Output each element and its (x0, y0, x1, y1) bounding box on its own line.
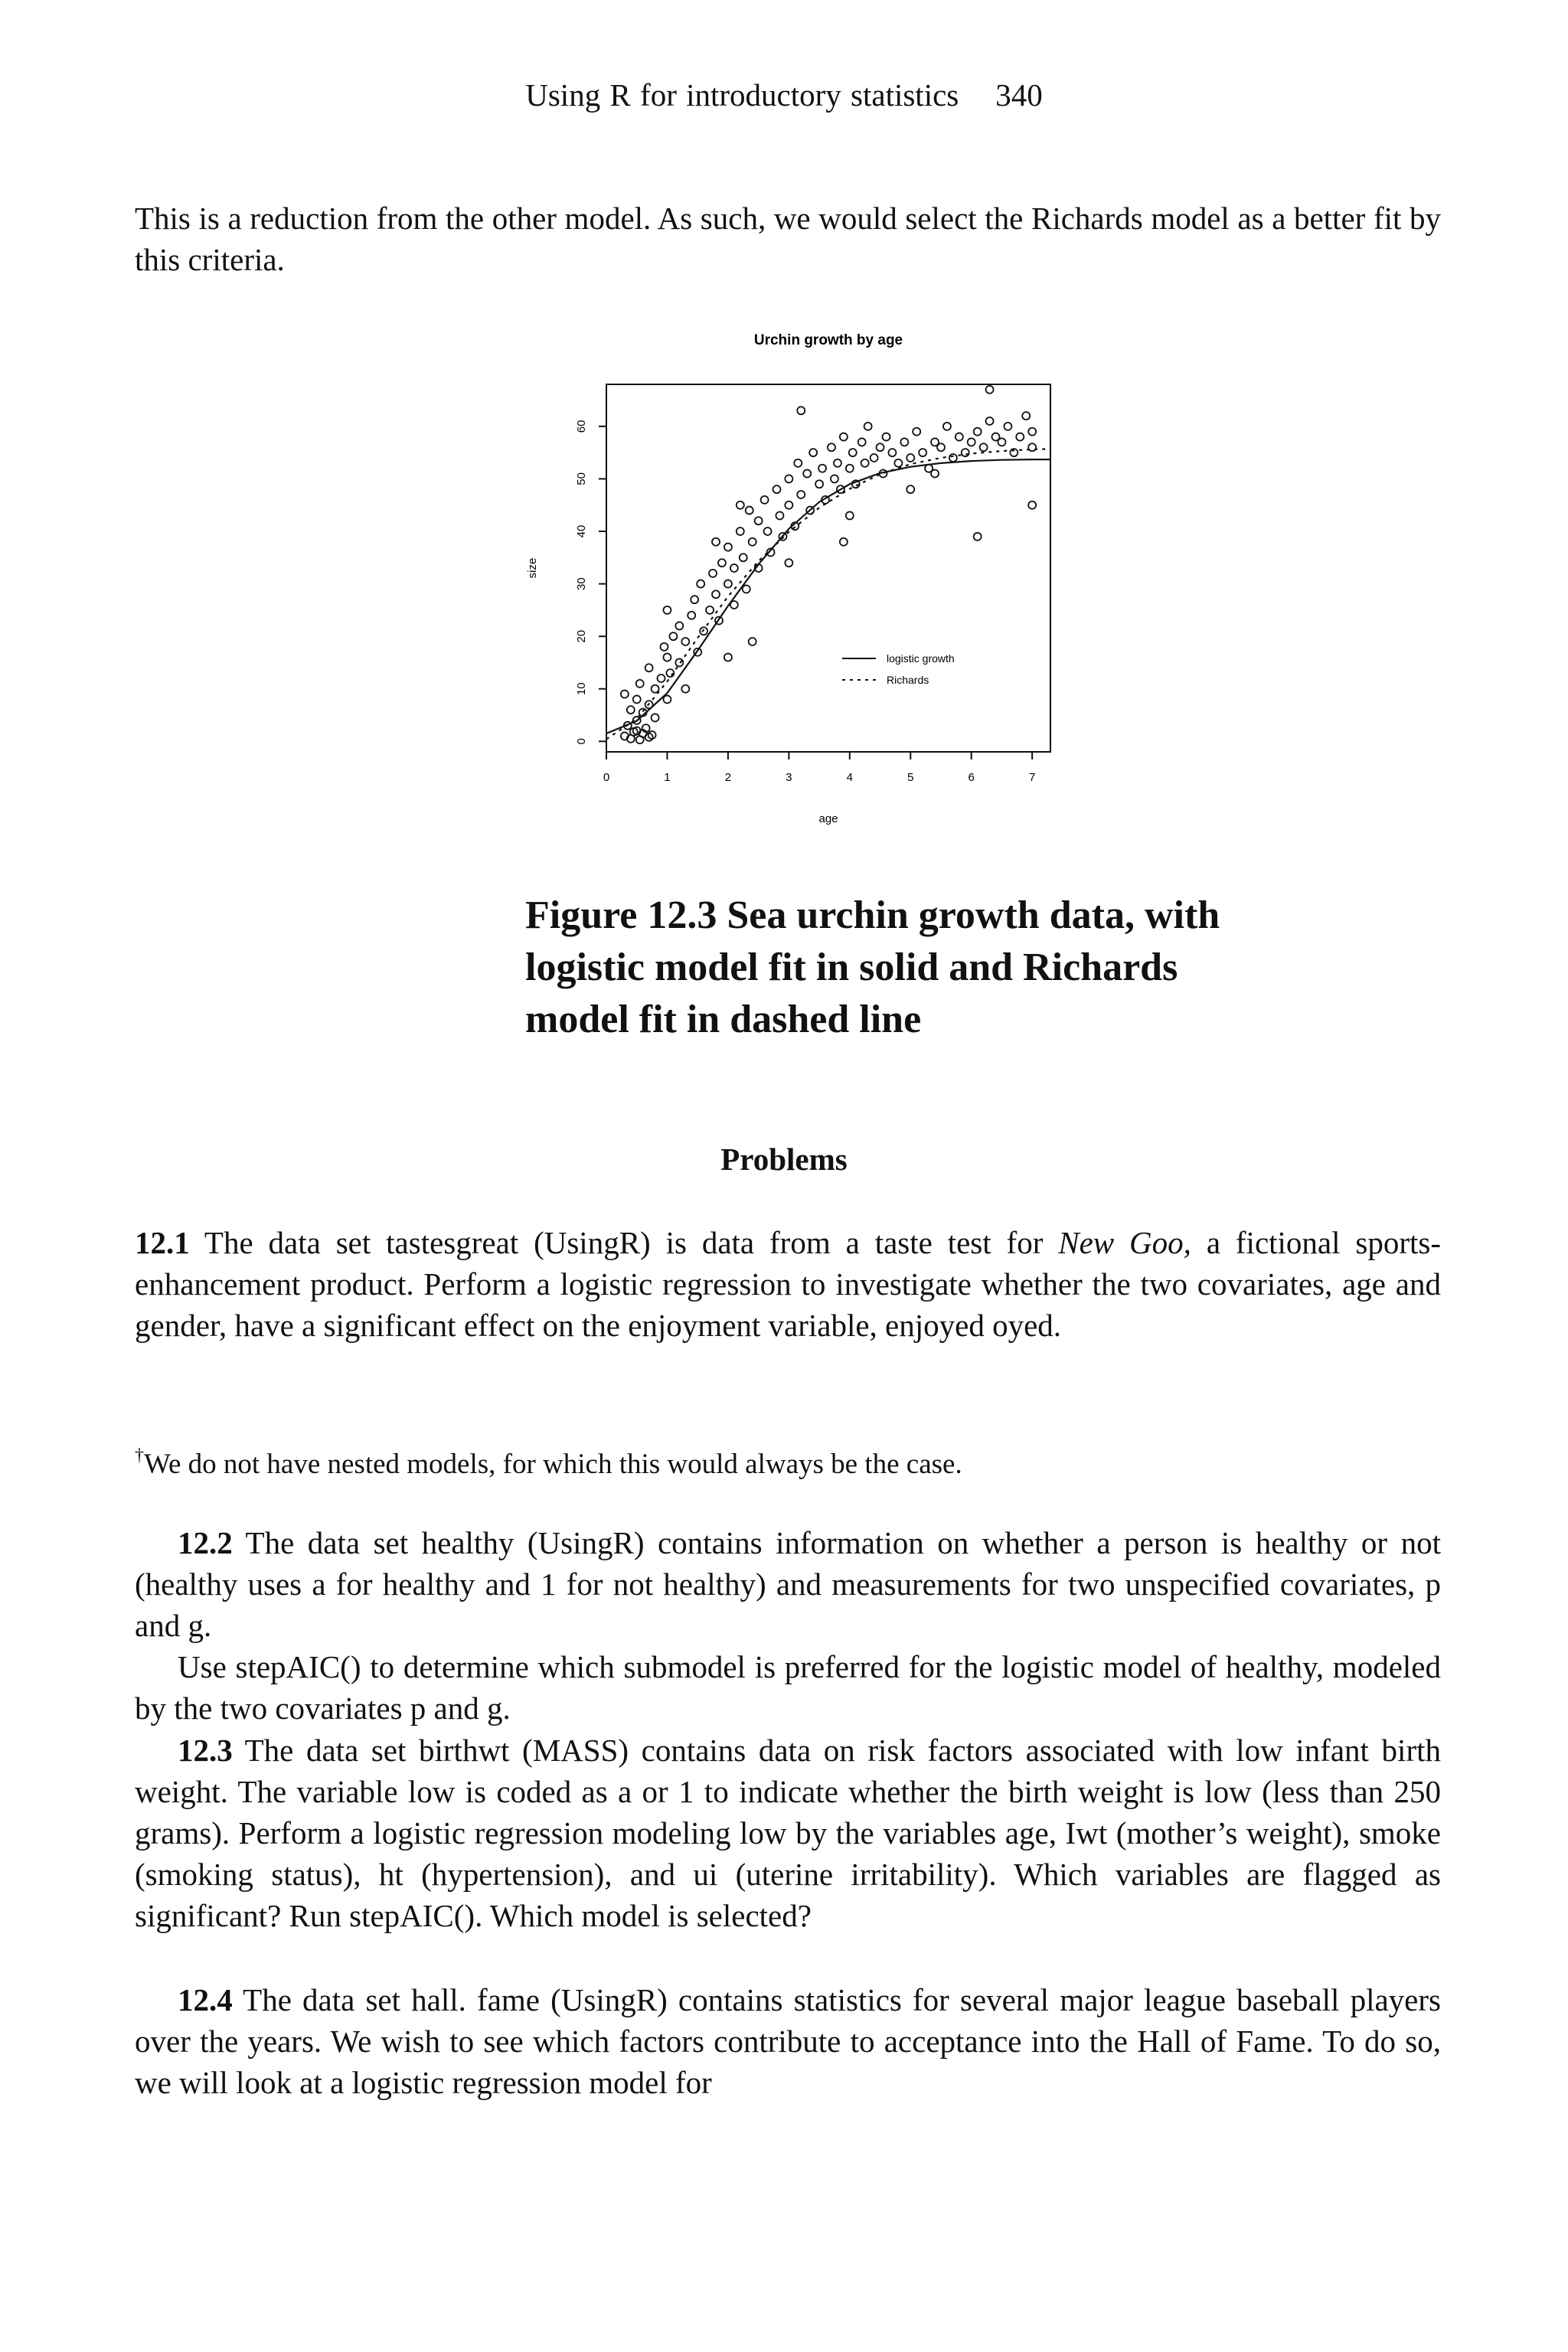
data-point (986, 386, 994, 394)
data-point (697, 580, 704, 588)
urchin-growth-chart (490, 322, 1087, 865)
y-tick-label: 0 (575, 738, 588, 745)
data-point (968, 438, 975, 446)
problem-text: The data set birthwt (MASS) contains data on risk factors associated with low infant birth weight. The variable low is coded as a or 1 to indicate whether the birth weight is low (less than 250 grams). Perform a logistic regression modeling low by the variables age, Iwt (mother’s weight), smoke (smoking status), ht (hypertension), and ui (uterine irritability). Which variables are flagged as significant? Run stepAIC(). Which model is selected? (135, 1733, 1441, 1933)
problem-12-4 (135, 1979, 1441, 2103)
data-point (663, 654, 671, 662)
data-point (943, 423, 951, 430)
data-point (633, 695, 641, 703)
data-point (906, 485, 914, 493)
data-point (764, 528, 772, 535)
data-point (834, 459, 841, 467)
data-point (730, 564, 738, 572)
data-point (882, 433, 890, 441)
problem-text: a fictional sports-enhancement product. Perform a logistic regression to investigate whether the two covariates, age and gender, have a significant effect on the enjoyment variable, enjoyed oyed. (135, 1225, 1442, 1343)
data-point (645, 664, 653, 671)
data-point (877, 443, 884, 451)
data-point (636, 680, 644, 688)
footnote (135, 1435, 1441, 1485)
data-point (663, 606, 671, 614)
x-tick-label: 2 (724, 771, 732, 784)
data-point (652, 714, 659, 721)
data-point (709, 570, 717, 577)
data-point (761, 496, 769, 504)
data-point (663, 695, 671, 703)
data-point (681, 685, 689, 693)
data-point (900, 438, 908, 446)
chart-title: Urchin growth by age (753, 332, 903, 348)
x-tick-label: 6 (968, 771, 975, 784)
data-point (980, 443, 988, 451)
y-tick-label: 20 (575, 629, 588, 643)
data-point (1028, 501, 1036, 509)
problem-12-3 (135, 1730, 1441, 1936)
data-point (636, 736, 644, 743)
data-point (776, 511, 783, 519)
data-point (737, 501, 744, 509)
data-point (831, 475, 838, 482)
figure-caption: Figure 12.3 Sea urchin growth data, with logistic model fit in solid and Richards model fit in dashed line (525, 893, 1220, 1041)
intro-paragraph: This is a reduction from the other model. As such, we would select the Richards model as a better fit by this criteria. (135, 201, 1441, 277)
data-point (986, 417, 994, 425)
data-point (846, 511, 854, 519)
figure-urchin-growth (490, 322, 1087, 865)
legend-label: Richards (887, 674, 929, 686)
x-tick-label: 0 (603, 771, 610, 784)
data-point (749, 538, 756, 546)
data-point (828, 443, 835, 451)
data-point (785, 475, 792, 482)
data-point (660, 643, 668, 651)
y-tick-label: 50 (575, 472, 588, 485)
data-point (871, 454, 878, 462)
page-number: 340 (995, 77, 1043, 113)
x-tick-label: 3 (786, 771, 792, 784)
problem-text: The data set healthy (UsingR) contains information on whether a person is healthy or not (healthy uses a for healthy and 1 for not healthy) and measurements for two unspecified covariates, p and g. (135, 1525, 1441, 1643)
running-head (0, 77, 1568, 113)
running-head-title: Using R for introductory statistics (525, 77, 959, 113)
data-point (858, 438, 866, 446)
data-point (906, 454, 914, 462)
data-point (712, 538, 720, 546)
problem-12-2 (135, 1522, 1441, 1729)
data-point (675, 658, 683, 666)
y-tick-label: 30 (575, 577, 588, 590)
data-point (737, 528, 744, 535)
product-name: New Goo, (1058, 1225, 1191, 1260)
data-point (746, 507, 753, 514)
data-point (803, 470, 811, 478)
data-point (797, 407, 805, 414)
problem-12-2-para-b: Use stepAIC() to determine which submodel is preferred for the logistic model of healthy, modeled by the two covariates p and g. (135, 1649, 1441, 1726)
data-point (652, 685, 659, 693)
data-point (724, 580, 732, 588)
problem-text: The data set hall. fame (UsingR) contains statistics for several major league baseball players over the years. We wish to see which factors contribute to acceptance into the Hall of Fame. To do so, we will look at a logistic regression model for (135, 1982, 1441, 2100)
data-point (700, 627, 707, 635)
data-point (658, 675, 665, 682)
problem-text: The data set tastesgreat (UsingR) is data from a taste test for (189, 1225, 1059, 1260)
data-point (998, 438, 1005, 446)
data-point (785, 559, 792, 567)
data-point (962, 449, 969, 456)
data-point (846, 465, 854, 472)
y-tick-label: 60 (575, 420, 588, 433)
data-point (1022, 412, 1030, 420)
problem-12-2-para (135, 1522, 1441, 1646)
data-point (815, 480, 823, 488)
data-point (931, 470, 939, 478)
data-point (861, 459, 869, 467)
data-point (627, 706, 635, 714)
problems-heading: Problems (720, 1142, 848, 1177)
data-point (849, 449, 857, 456)
data-point (894, 459, 902, 467)
data-point (913, 428, 920, 436)
problem-number: 12.3 (178, 1733, 233, 1768)
data-point (740, 554, 747, 561)
plot-frame (606, 384, 1050, 752)
data-point (919, 449, 926, 456)
data-point (949, 454, 957, 462)
data-point (840, 538, 848, 546)
data-point (956, 433, 963, 441)
data-point (840, 433, 848, 441)
data-point (621, 691, 629, 698)
data-point (718, 559, 726, 567)
data-point (706, 606, 714, 614)
footnote-mark: † (135, 1446, 144, 1465)
x-tick-label: 7 (1028, 771, 1036, 784)
data-point (743, 585, 750, 593)
problem-number: 12.1 (135, 1225, 190, 1260)
y-tick-label: 40 (575, 524, 588, 538)
x-axis-label: age (818, 812, 838, 825)
data-point (1028, 428, 1036, 436)
data-point (785, 501, 792, 509)
data-point (1016, 433, 1024, 441)
data-point (937, 443, 945, 451)
legend-label: logistic growth (887, 652, 955, 665)
footnote-text: We do not have nested models, for which this would always be the case. (144, 1449, 962, 1480)
data-point (794, 459, 802, 467)
data-point (974, 428, 982, 436)
x-tick-label: 5 (907, 771, 914, 784)
data-point (724, 654, 732, 662)
data-point (691, 596, 698, 603)
data-point (675, 622, 683, 629)
data-point (755, 517, 763, 524)
data-point (797, 491, 805, 498)
data-point (749, 638, 756, 645)
data-point (818, 465, 826, 472)
data-point (974, 533, 982, 541)
data-point (773, 485, 780, 493)
y-axis-label: size (526, 557, 539, 579)
data-point (712, 590, 720, 598)
series-line-logistic (606, 459, 1050, 733)
data-point (809, 449, 817, 456)
series-line-richards (606, 449, 1050, 739)
y-tick-label: 10 (575, 682, 588, 696)
x-tick-label: 1 (664, 771, 671, 784)
problem-number: 12.2 (178, 1525, 233, 1560)
x-tick-label: 4 (846, 771, 853, 784)
data-point (888, 449, 896, 456)
data-point (669, 632, 677, 640)
data-point (688, 612, 695, 619)
data-point (724, 544, 732, 551)
data-point (1004, 423, 1011, 430)
problem-12-1 (135, 1222, 1441, 1346)
data-point (864, 423, 872, 430)
data-point (681, 638, 689, 645)
problem-number: 12.4 (178, 1982, 233, 2017)
